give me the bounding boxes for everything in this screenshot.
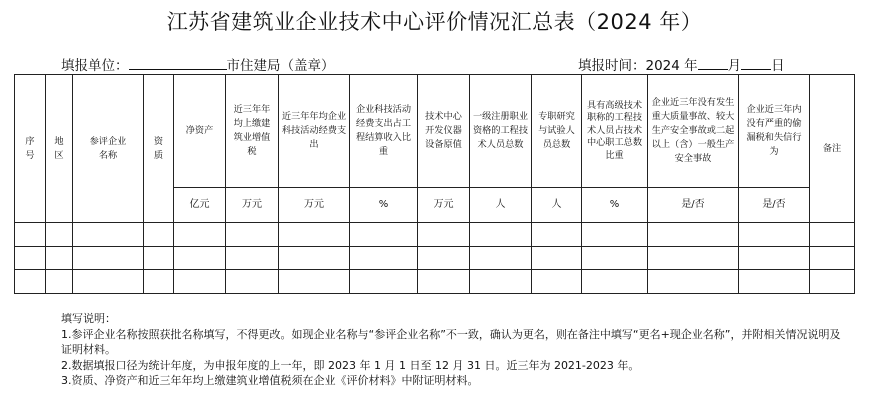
reporting-time-label: 填报时间： [578,58,646,74]
header-cell: 企业近三年没有发生重大质量事故、较大生产安全事故或二起以上（含）一般生产安全事故 [648,75,739,188]
instructions-title: 填写说明： [61,312,116,325]
reporting-month-blank [698,57,728,70]
reporting-day-blank [741,57,771,70]
header-cell: 地区 [46,75,73,223]
header-cell: 近三年年均上缴建筑业增值税 [226,75,279,188]
header-cell: 一级注册职业资格的工程技术人员总数 [470,75,532,188]
header-cell: 近三年年均企业科技活动经费支出 [279,75,350,188]
reporting-unit-blank [129,57,227,70]
header-cell: 企业近三年内没有严重的偷漏税和失信行为 [739,75,810,188]
reporting-time-day: 日 [771,58,785,74]
header-cell: 技术中心开发仪器设备原值 [418,75,470,188]
reporting-unit-suffix: 市住建局（盖章） [226,58,335,74]
unit-cell: 万元 [279,188,350,223]
reporting-unit-line [61,54,335,74]
header-row [15,75,855,188]
unit-cell: 万元 [418,188,470,223]
unit-cell: 亿元 [174,188,226,223]
header-cell: 企业科技活动经费支出占工程结算收入比重 [350,75,418,188]
header-cell: 备注 [810,75,855,223]
table-row [15,246,855,270]
reporting-time-year: 2024 年 [645,58,698,74]
unit-cell: % [350,188,418,223]
header-cell: 资质 [144,75,174,223]
header-cell: 参评企业名称 [73,75,144,223]
table-row [15,270,855,294]
instruction-item: 1.参评企业名称按照获批名称填写，不得更改。如现企业名称与“参评企业名称”不一致，确认为更名，则在备注中填写“更名+现企业名称”，并附相关情况说明及证明材料。 [61,327,841,356]
unit-cell: 人 [532,188,582,223]
unit-cell: 是/否 [739,188,810,223]
unit-cell: % [582,188,648,223]
unit-cell: 万元 [226,188,279,223]
unit-cell: 人 [470,188,532,223]
header-cell: 专职研究与试验人员总数 [532,75,582,188]
instruction-item: 3.资质、净资产和近三年年均上缴建筑业增值税须在企业《评价材料》中附证明材料。 [61,374,479,387]
header-cell: 序号 [15,75,46,223]
instruction-item: 2.数据填报口径为统计年度，为申报年度的上一年，即 2023 年 1 月 1 日至 12 月 31 日。近三年为 2021-2023 年。 [61,358,640,372]
header-cell: 具有高级技术职称的工程技术人员占技术中心职工总数比重 [582,75,648,188]
document-title: 江苏省建筑业企业技术中心评价情况汇总表（2024 年） [166,10,703,34]
header-cell: 净资产 [174,75,226,188]
reporting-time-line [578,54,785,74]
unit-cell: 是/否 [648,188,739,223]
evaluation-summary-table [14,74,855,294]
table-row [15,223,855,247]
reporting-unit-label: 填报单位： [61,58,129,74]
filling-instructions [61,311,841,389]
reporting-time-month: 月 [727,58,742,74]
